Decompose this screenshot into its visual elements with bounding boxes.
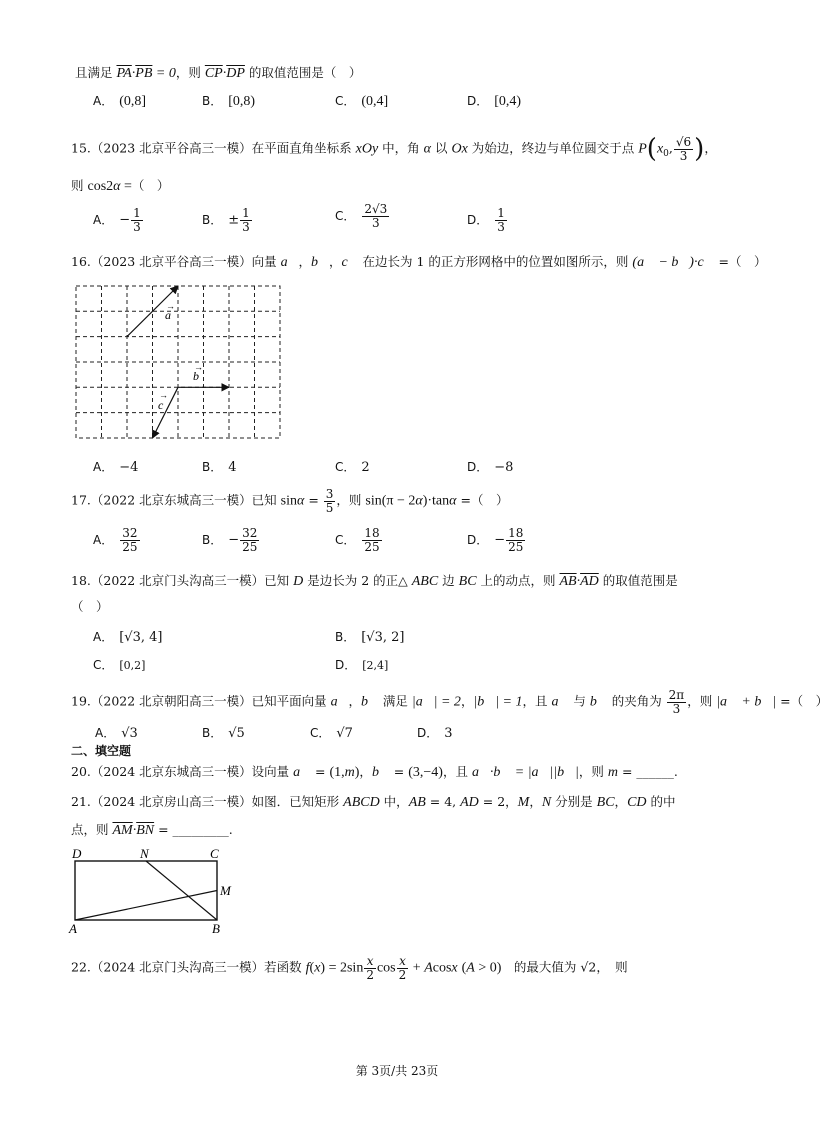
- q16-option-b[interactable]: B． 4: [202, 460, 237, 475]
- q15-stem-line1: 15.（2023 北京平谷高三一模）在平面直角坐标系 xOy 中，角 α 以 Ox 为始边，终边与单位圆交于点 $P(x_0$, $\frac{√6}{3}$ )，: [71, 134, 717, 164]
- q18-option-a[interactable]: A． [√3, 4]: [93, 630, 163, 645]
- label-M: M: [220, 883, 231, 898]
- q14-option-c[interactable]: C． (0,4]: [335, 94, 389, 109]
- label-c: c: [158, 398, 164, 412]
- q15-stem-line2: 则 cos2α =（ ）: [71, 178, 170, 194]
- q17-option-d[interactable]: D． − $\frac{18}{25}$: [467, 526, 524, 554]
- q14-option-a[interactable]: A． (0,8]: [93, 94, 147, 109]
- q16-option-a[interactable]: A． −4: [93, 460, 139, 475]
- q17-option-b[interactable]: B． − $\frac{32}{25}$: [202, 526, 258, 554]
- q17-option-a[interactable]: A． $\frac{32}{25}$: [93, 526, 138, 554]
- svg-text:→: →: [166, 301, 175, 311]
- q15-option-d[interactable]: D． $\frac{1}{3}$: [467, 206, 505, 234]
- q14-option-b[interactable]: B． [0,8): [202, 94, 256, 109]
- q16-grid-figure: [74, 284, 284, 442]
- page-footer: 第 3页/共 23页: [355, 1064, 439, 1078]
- q18-option-c[interactable]: C． [0,2]: [93, 658, 146, 672]
- q21-rectangle-figure: [66, 845, 241, 937]
- q18-option-d[interactable]: D． [2,4]: [335, 658, 389, 672]
- q20-stem: 20.（2024 北京东城高三一模）设向量 a⃗ = (1,m)，b⃗ = (3,−4)，且 a⃗·b⃗ = |a⃗||b⃗|，则 m = ______.: [71, 764, 678, 780]
- q18-stem-line1: 18.（2022 北京门头沟高三一模）已知 D 是边长为 2 的正△ ABC 边 BC 上的动点，则 $\overline{AB}\cdot\overline{AD}$ 的取值范围是: [71, 573, 678, 589]
- q15-option-b[interactable]: B． ± $\frac{1}{3}$: [202, 206, 250, 234]
- q17-stem: 17.（2022 北京东城高三一模）已知 sinα = $\frac{3}{5}$ ，则 sin(π − 2α)·tanα =（ ）: [71, 487, 509, 515]
- q15-option-c[interactable]: C． $\frac{2√3}{3}$: [335, 202, 388, 230]
- q18-stem-line2: （ ）: [71, 599, 109, 614]
- label-D: D: [72, 846, 82, 861]
- label-a: a: [165, 308, 171, 322]
- q19-option-b[interactable]: B． √5: [202, 726, 245, 741]
- svg-text:→: →: [159, 390, 168, 400]
- q22-stem: 22.（2024 北京门头沟高三一模）若函数 f(x) = 2sin $\frac{x}{2}$ cos $\frac{x}{2}$ + Acosx (A > 0) 的最大值为 √2， 则: [71, 954, 628, 982]
- q19-option-c[interactable]: C． √7: [310, 726, 353, 741]
- q16-stem: 16.（2023 北京平谷高三一模）向量 a⃗，b⃗，c⃗ 在边长为 1 的正方形网格中的位置如图所示，则 (a⃗ − b⃗)·c⃗ =（ ）: [71, 254, 767, 270]
- q19-option-d[interactable]: D． 3: [417, 726, 453, 741]
- q14-option-d[interactable]: D． [0,4): [467, 94, 522, 109]
- section-heading: 二、填空题: [71, 744, 132, 758]
- q14-stem: 且满足 $\overline{PA}\cdot\overline{PB} = 0$，则 $\overline{CP}\cdot\overline{DP}$ 的取值范围是（ ）: [75, 65, 362, 81]
- label-A: A: [69, 921, 77, 936]
- q16-option-d[interactable]: D． −8: [467, 460, 514, 475]
- label-b: b: [193, 369, 199, 383]
- q15-option-a[interactable]: A． − $\frac{1}{3}$: [93, 206, 141, 234]
- label-C: C: [210, 846, 219, 861]
- q16-option-c[interactable]: C． 2: [335, 460, 370, 475]
- q18-option-b[interactable]: B． [√3, 2]: [335, 630, 405, 645]
- q21-stem-line2: 点，则 $\overline{AM}\cdot\overline{BN}$ = _________.: [71, 822, 233, 838]
- svg-text:→: →: [194, 362, 203, 372]
- label-B: B: [212, 921, 220, 936]
- label-N: N: [140, 846, 149, 861]
- q19-stem: 19.（2022 北京朝阳高三一模）已知平面向量 a⃗，b⃗ 满足 |a⃗| = 2，|b⃗| = 1，且 a⃗ 与 b⃗ 的夹角为 $\frac{2\pi}{3}$ ，则 |a⃗ + b⃗| =（ ）: [71, 688, 828, 716]
- q17-option-c[interactable]: C． $\frac{18}{25}$: [335, 526, 380, 554]
- q21-stem-line1: 21.（2024 北京房山高三一模）如图．已知矩形 ABCD 中，AB = 4, AD = 2，M，N 分别是 BC，CD 的中: [71, 794, 676, 810]
- q19-option-a[interactable]: A． √3: [95, 726, 138, 741]
